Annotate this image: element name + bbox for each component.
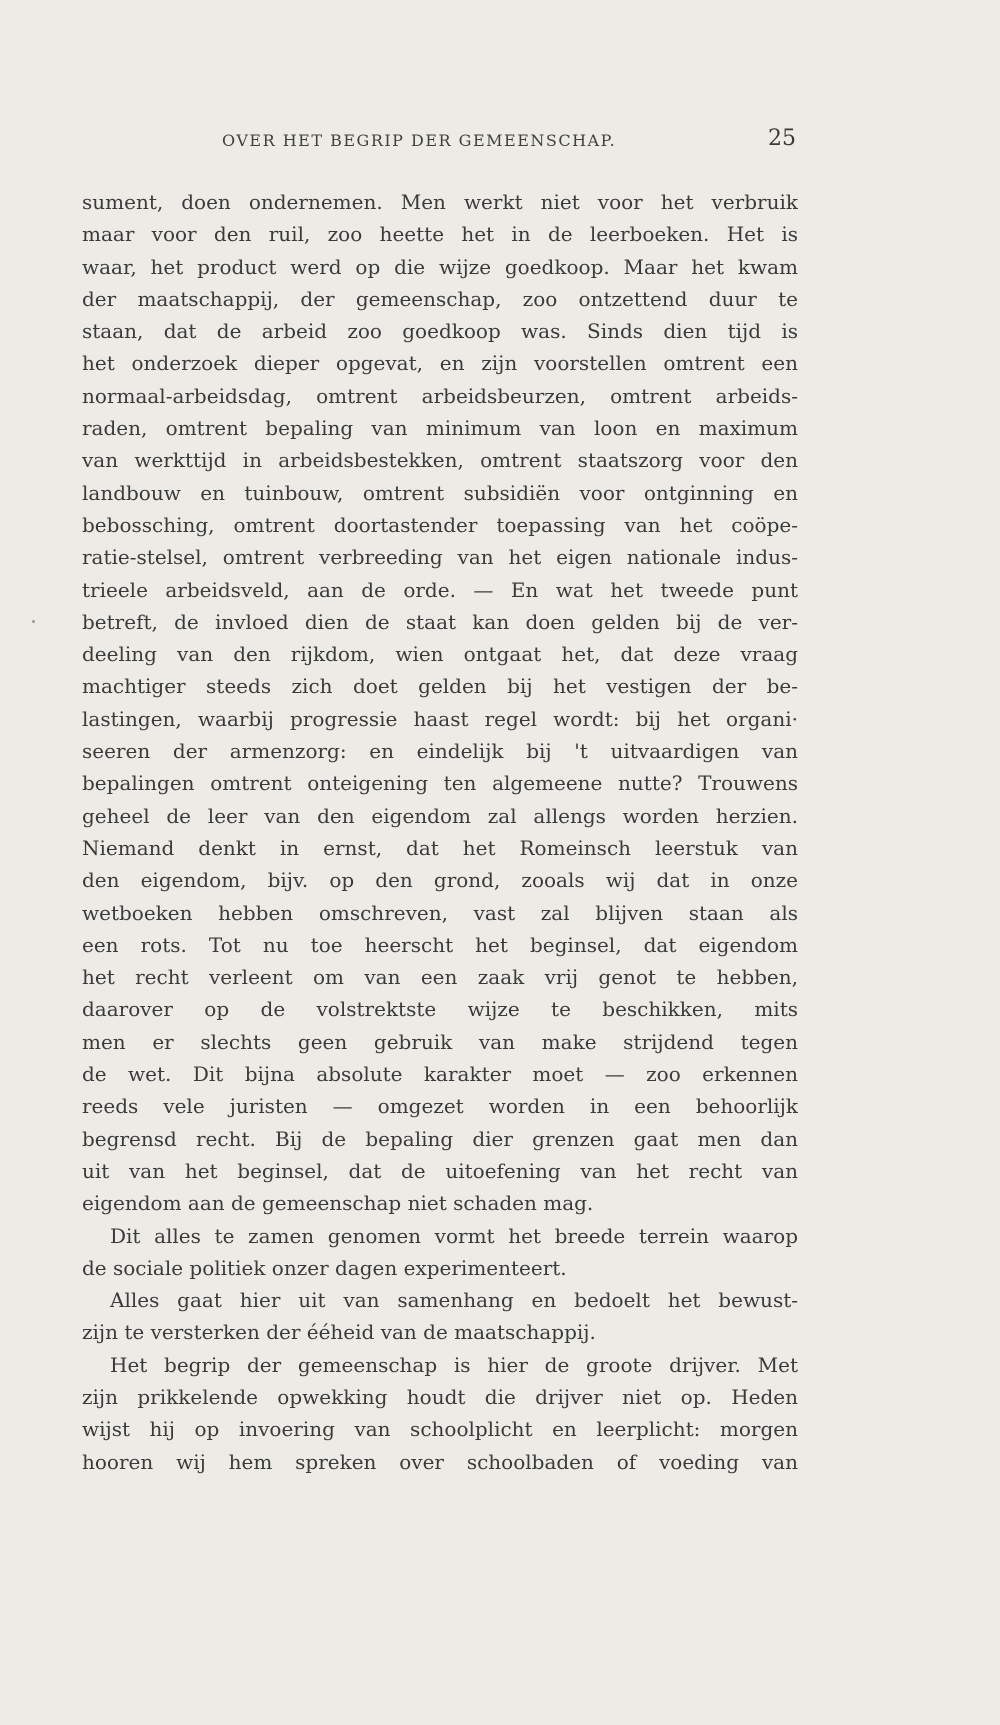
text-line: machtiger steeds zich doet gelden bij het vestigen der be- [82,674,798,699]
running-title: OVER HET BEGRIP DER GEMEENSCHAP. [222,131,617,150]
text-line: Het begrip der gemeenschap is hier de groote drijver. Met [110,1352,798,1377]
body-text [82,186,798,1478]
text-line: trieele arbeidsveld, aan de orde. — En wat het tweede punt [82,577,798,602]
running-head [0,126,1000,156]
text-line: een rots. Tot nu toe heerscht het beginsel, dat eigendom [82,932,798,957]
text-line: wijst hij op invoering van schoolplicht en leerplicht: morgen [82,1417,798,1442]
text-line: geheel de leer van den eigendom zal allengs worden herzien. [82,803,798,828]
text-line: landbouw en tuinbouw, omtrent subsidiën voor ontginning en [82,480,798,505]
text-line: Dit alles te zamen genomen vormt het breede terrein waarop [110,1223,798,1248]
text-line: maar voor den ruil, zoo heette het in de leerboeken. Het is [82,222,798,247]
text-line: bebossching, omtrent doortastender toepassing van het coöpe- [82,512,798,537]
text-line: begrensd recht. Bij de bepaling dier grenzen gaat men dan [82,1126,798,1151]
text-line: bepalingen omtrent onteigening ten algemeene nutte? Trouwens [82,771,798,796]
text-line: men er slechts geen gebruik van make strijdend tegen [82,1029,798,1054]
text-line: lastingen, waarbij progressie haast regel wordt: bij het organi· [82,706,798,731]
text-line: ratie-stelsel, omtrent verbreeding van het eigen nationale indus- [82,545,798,570]
text-line: het onderzoek dieper opgevat, en zijn voorstellen omtrent een [82,351,798,376]
text-line: van werkttijd in arbeidsbestekken, omtrent staatszorg voor den [82,448,798,473]
text-line: daarover op de volstrektste wijze te beschikken, mits [82,997,798,1022]
text-line: betreft, de invloed dien de staat kan doen gelden bij de ver- [82,609,798,634]
text-line: sument, doen ondernemen. Men werkt niet voor het verbruik [82,190,798,214]
text-line: eigendom aan de gemeenschap niet schaden mag. [82,1191,594,1216]
text-line: den eigendom, bijv. op den grond, zooals wij dat in onze [82,868,798,893]
text-line: uit van het beginsel, dat de uitoefening van het recht van [82,1158,798,1183]
text-line: zijn te versterken der ééheid van de maatschappij. [82,1320,596,1345]
text-line: het recht verleent om van een zaak vrij genot te hebben, [82,965,798,990]
text-line: zijn prikkelende opwekking houdt die drijver niet op. Heden [82,1384,798,1409]
text-line: staan, dat de arbeid zoo goedkoop was. Sinds dien tijd is [82,319,798,344]
text-line: wetboeken hebben omschreven, vast zal blijven staan als [82,900,798,925]
text-line: der maatschappij, der gemeenschap, zoo ontzettend duur te [82,286,798,311]
text-line: waar, het product werd op die wijze goedkoop. Maar het kwam [82,254,798,279]
text-line: normaal-arbeidsdag, omtrent arbeidsbeurzen, omtrent arbeids- [82,383,798,408]
text-line: de wet. Dit bijna absolute karakter moet — zoo erkennen [82,1062,798,1087]
text-line: Alles gaat hier uit van samenhang en bedoelt het bewust- [110,1288,798,1313]
margin-speck [32,620,35,623]
page-number: 25 [768,126,796,151]
text-line: reeds vele juristen — omgezet worden in een behoorlijk [82,1094,798,1119]
text-line: raden, omtrent bepaling van minimum van loon en maximum [82,416,798,441]
text-line: seeren der armenzorg: en eindelijk bij 't uitvaardigen van [82,739,798,764]
text-line: Niemand denkt in ernst, dat het Romeinsch leerstuk van [82,835,798,860]
text-line: hooren wij hem spreken over schoolbaden of voeding van [82,1449,798,1474]
text-line: de sociale politiek onzer dagen experimenteert. [82,1255,567,1280]
text-line: deeling van den rijkdom, wien ontgaat het, dat deze vraag [82,642,798,667]
